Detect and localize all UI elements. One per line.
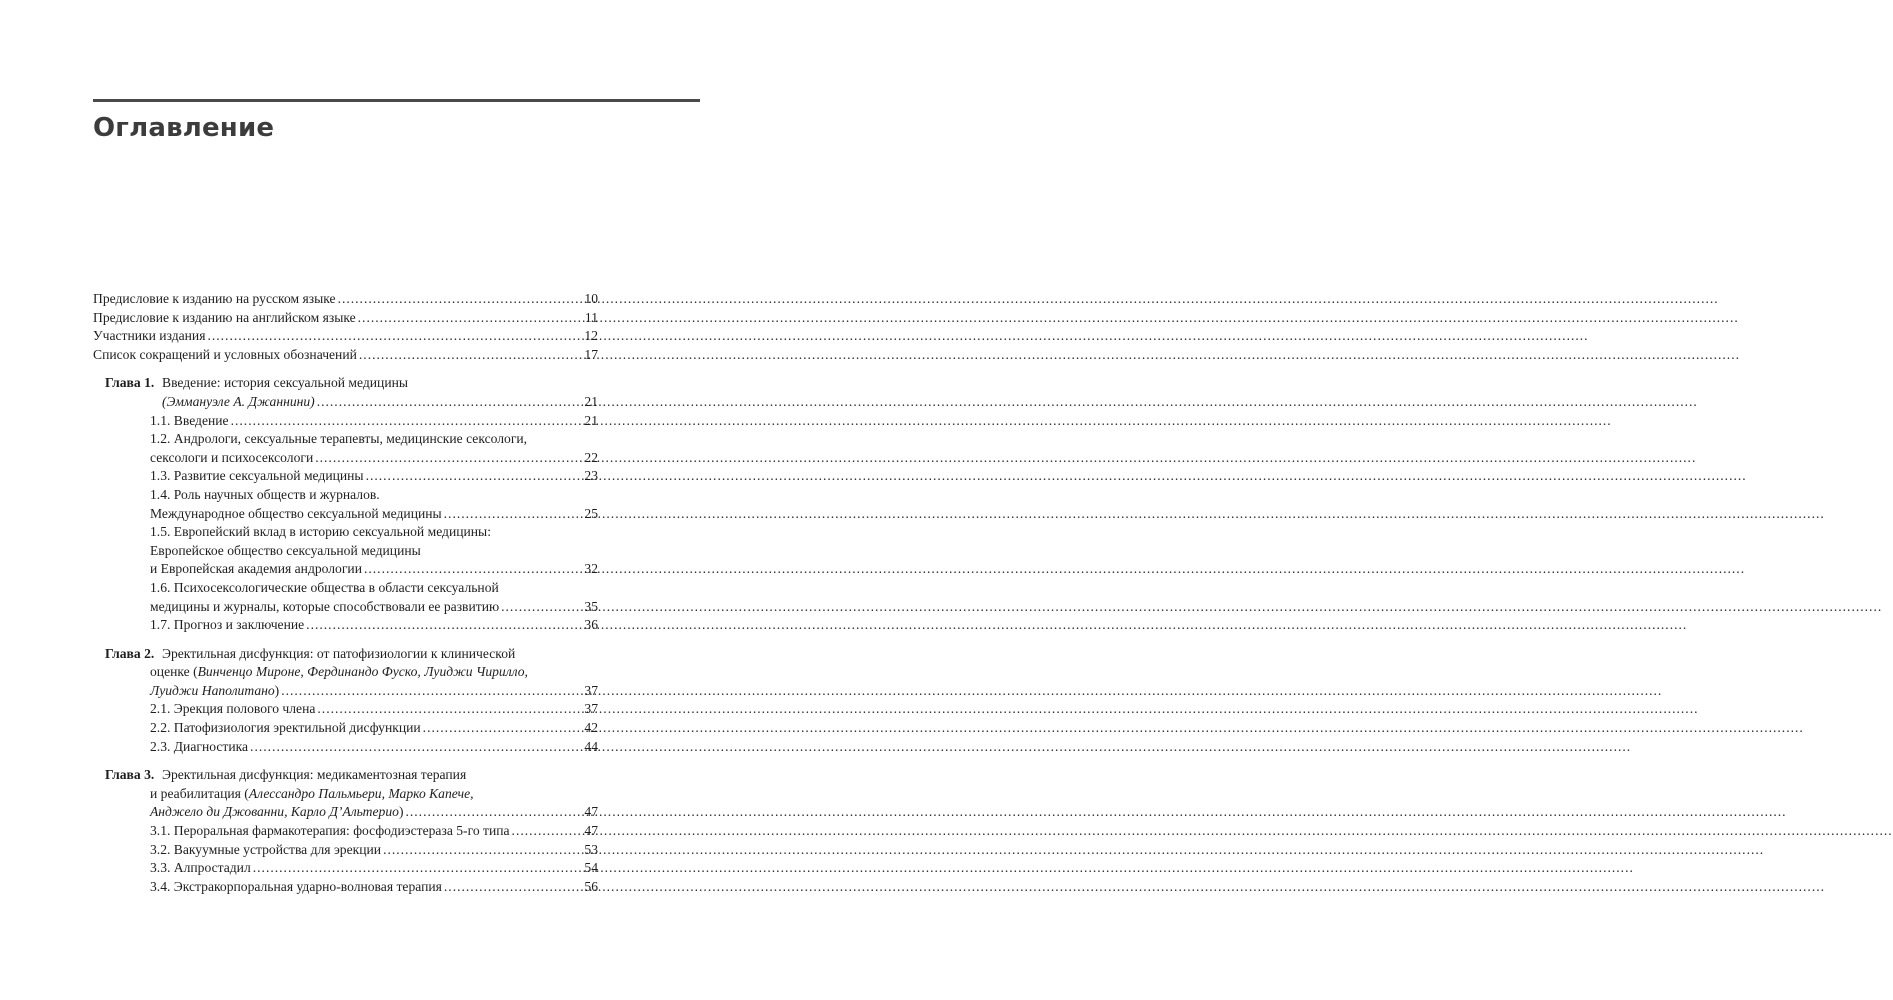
toc-entry-3-1[interactable]: 3.1. Пероральная фармакотерапия: фосфодиэстераза 5-го типа ..... 47 xyxy=(93,822,598,841)
page-number: 37 xyxy=(584,701,598,717)
page-number: 36 xyxy=(584,617,598,633)
chapter-label: Глава 1. xyxy=(105,375,155,391)
page-number: 17 xyxy=(584,346,598,362)
toc-entry-abbreviations[interactable]: Список сокращений и условных обозначений ..... 17 xyxy=(93,346,598,365)
page-number: 54 xyxy=(584,860,598,876)
toc-entry-1-2[interactable]: 1.2. Андрологи, сексуальные терапевты, медицинские сексологи, сексологи и психосексологи ..... 22 xyxy=(93,430,598,467)
toc-entry-2-3[interactable]: 2.3. Диагностика ..... 44 xyxy=(93,738,598,757)
chapter-2-heading[interactable] xyxy=(93,645,598,664)
toc-entry-1-5[interactable]: 1.5. Европейский вклад в историю сексуальной медицины: Европейское общество сексуальной медицины и Европейская академия андрологии ..... 32 xyxy=(93,523,598,579)
chapter-3-heading[interactable] xyxy=(93,766,598,785)
chapter-2-title-cont: оценке (Винченцо Мироне, Фердинандо Фуско, Луиджи Чирилло, xyxy=(150,664,528,680)
toc-entry-contributors[interactable]: Участники издания ..... 12 xyxy=(93,327,598,346)
page-number: 42 xyxy=(584,720,598,736)
page-number: 12 xyxy=(584,328,598,344)
chapter-2-authors: Луиджи Наполитано) ..... 37 xyxy=(93,682,598,701)
chapter-2 xyxy=(93,645,598,757)
page-number: 47 xyxy=(584,823,598,839)
page-number: 47 xyxy=(584,804,598,820)
page-number: 32 xyxy=(584,561,598,577)
toc-entry-3-3[interactable]: 3.3. Алпростадил ..... 54 xyxy=(93,859,598,878)
chapter-title: Эректильная дисфункция: медикаментозная терапия xyxy=(162,767,467,783)
toc-entry-3-4[interactable]: 3.4. Экстракорпоральная ударно-волновая терапия ..... 56 xyxy=(93,878,598,897)
toc-entry-2-2[interactable]: 2.2. Патофизиология эректильной дисфункции ..... 42 xyxy=(93,719,598,738)
toc-entry-preface-ru[interactable]: Предисловие к изданию на русском языке ..... 10 xyxy=(93,290,598,309)
chapter-1 xyxy=(93,374,598,634)
page-number: 11 xyxy=(584,309,598,325)
toc-entry-1-4[interactable]: 1.4. Роль научных обществ и журналов. Международное общество сексуальной медицины ..... 25 xyxy=(93,486,598,523)
chapter-label: Глава 3. xyxy=(105,767,155,783)
page-title: Оглавление xyxy=(93,113,275,143)
chapter-3 xyxy=(93,766,598,896)
chapter-1-heading[interactable] xyxy=(93,374,598,393)
toc-entry-1-1[interactable]: 1.1. Введение ..... 21 xyxy=(93,412,598,431)
toc-entry-preface-en[interactable]: Предисловие к изданию на английском языке ..... 11 xyxy=(93,309,598,328)
chapter-3-title-cont: и реабилитация (Алессандро Пальмьери, Марко Капече, xyxy=(150,785,474,801)
page-number: 37 xyxy=(584,682,598,698)
page-number: 10 xyxy=(584,291,598,306)
chapter-title: Эректильная дисфункция: от патофизиологии к клинической xyxy=(162,645,516,661)
chapter-title: Введение: история сексуальной медицины xyxy=(162,375,409,391)
page-number: 21 xyxy=(584,393,598,409)
toc-entry-1-6[interactable]: 1.6. Психосексологические общества в области сексуальной медицины и журналы, которые способствовали ее развитию ..... 35 xyxy=(93,579,598,616)
page-number: 23 xyxy=(584,468,598,484)
top-rule xyxy=(93,99,700,102)
page-number: 35 xyxy=(584,598,598,614)
toc-entry-2-1[interactable]: 2.1. Эрекция полового члена ..... 37 xyxy=(93,700,598,719)
page-number: 22 xyxy=(584,449,598,465)
toc-entry-1-7[interactable]: 1.7. Прогноз и заключение ..... 36 xyxy=(93,616,598,635)
table-of-contents xyxy=(93,290,598,896)
page-number: 21 xyxy=(584,412,598,428)
toc-entry-1-3[interactable]: 1.3. Развитие сексуальной медицины ..... 23 xyxy=(93,467,598,486)
chapter-1-authors: (Эммануэле А. Джаннини) ..... 21 xyxy=(93,393,598,412)
page-number: 53 xyxy=(584,841,598,857)
page-number: 44 xyxy=(584,738,598,754)
page-number: 25 xyxy=(584,505,598,521)
chapter-3-authors: Анджело ди Джованни, Карло Д’Альтерио) ..... 47 xyxy=(93,803,598,822)
toc-entry-3-2[interactable]: 3.2. Вакуумные устройства для эрекции ..... 53 xyxy=(93,841,598,860)
page-number: 56 xyxy=(584,878,598,894)
chapter-label: Глава 2. xyxy=(105,645,155,661)
